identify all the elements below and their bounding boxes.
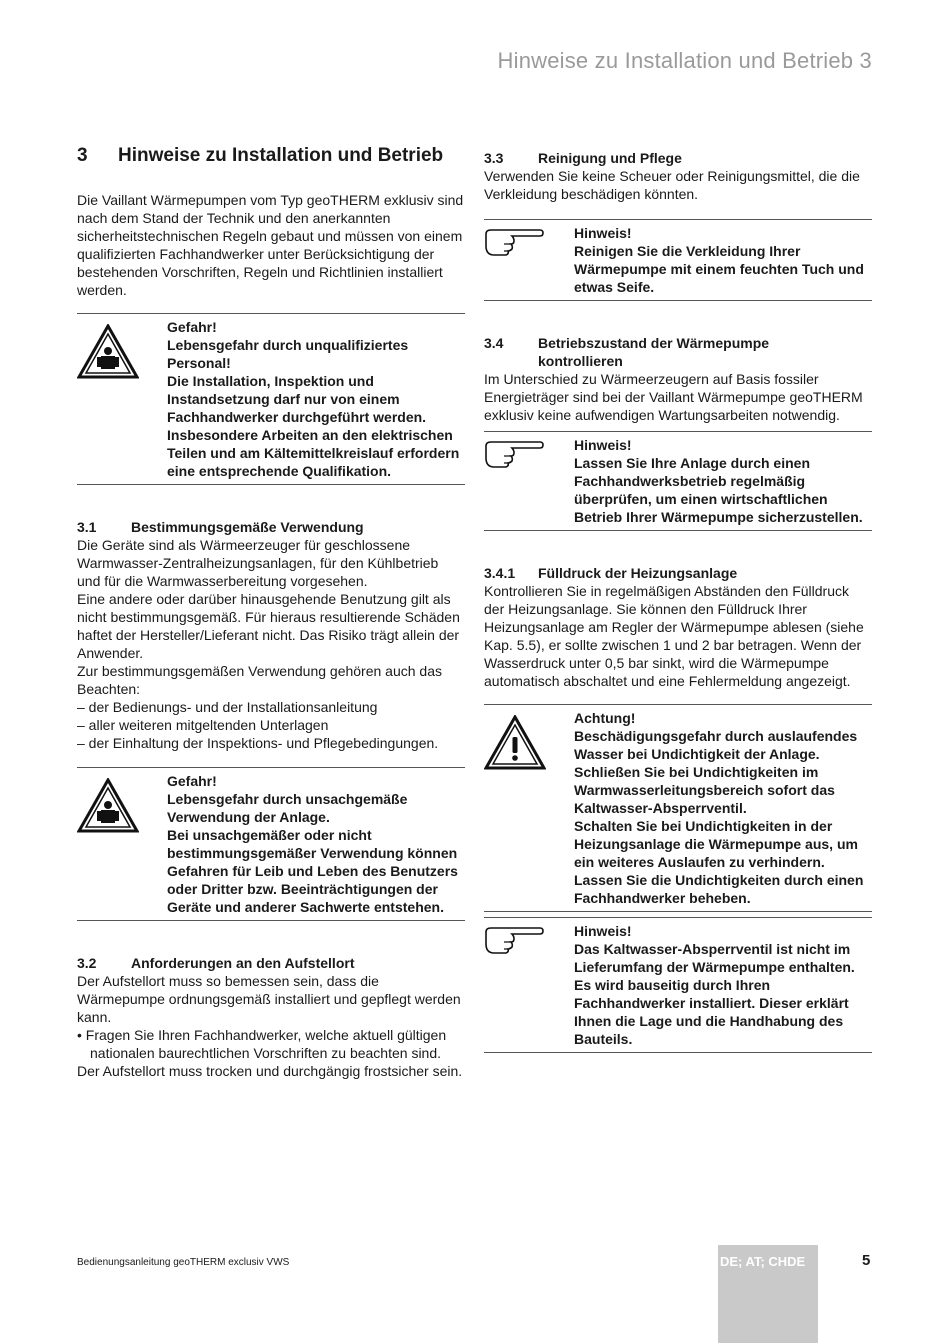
danger-headline: Lebensgefahr durch unqualifiziertes Personal! [167, 337, 409, 371]
s3-2-list [77, 1026, 465, 1062]
list-item: • Fragen Sie Ihren Fachhandwerker, welche aktuell gültigen nationalen baurechtlichen Vorschriften zu beachten sind. [77, 1027, 447, 1061]
note-body: Reinigen Sie die Verkleidung Ihrer Wärmepumpe mit einem feuchten Tuch und etwas Seife. [574, 243, 864, 295]
caution-line: Lassen Sie die Undichtigkeiten durch einen Fachhandwerker beheben. [574, 872, 864, 906]
pointing-hand-icon [484, 438, 544, 470]
section-title-3-4 [484, 334, 872, 370]
section-number: 3.4.1 [484, 565, 516, 581]
caution-headline: Beschädigungsgefahr durch auslaufendes Wasser bei Undichtigkeit der Anlage. [574, 728, 858, 762]
chapter-title-text: Hinweise zu Installation und Betrieb [118, 145, 444, 166]
list-item: – der Bedienungs- und der Installationsanleitung [77, 699, 378, 715]
section-title-text: Bestimmungsgemäße Verwendung [131, 519, 364, 535]
danger-body: Die Installation, Inspektion und Instandsetzung darf nur von einem Fachhandwerker durchgeführt werden. Insbesondere Arbeiten an den elektrischen Teilen und am Kältemittelkreislauf erfordern eine entsprechende Qualifikation. [167, 373, 460, 479]
s3-4-paragraph-1: Im Unterschied zu Wärmeerzeugern auf Basis fossiler Energieträger sind bei der Vaillant Wärmepumpe geoTHERM exklusiv keine aufwendigen Wartungsarbeiten notwendig. [484, 371, 863, 423]
s3-1-paragraph-2: Eine andere oder darüber hinausgehende Benutzung gilt als nicht bestimmungsgemäß. Für hieraus resultierende Schäden haftet der Hersteller/Lieferant nicht. Das Risiko trägt allein der Anwender. [77, 591, 460, 661]
section-title-text: Anforderungen an den Aufstellort [131, 955, 355, 971]
warning-person-icon [77, 778, 139, 834]
warning-exclamation-icon [484, 715, 546, 771]
list-item: – aller weiteren mitgeltenden Unterlagen [77, 717, 329, 733]
note-2 [484, 431, 872, 531]
danger-label: Gefahr! [167, 773, 217, 789]
s3-2-paragraph-2: Der Aufstellort muss trocken und durchgängig frostsicher sein. [77, 1063, 463, 1079]
section-number: 3.1 [77, 519, 97, 535]
chapter-title [77, 144, 465, 168]
note-1 [484, 219, 872, 301]
note-3 [484, 917, 872, 1053]
page-number: 5 [862, 1252, 871, 1269]
section-number: 3.4 [484, 335, 504, 351]
danger-label: Gefahr! [167, 319, 217, 335]
section-title-text-cont: kontrollieren [538, 353, 623, 369]
s3-2-paragraph-1: Der Aufstellort muss so bemessen sein, dass die Wärmepumpe ordnungsgemäß installiert und gepflegt werden kann. [77, 973, 461, 1025]
footer-language-label: DE; AT; CHDE [720, 1254, 806, 1269]
s3-1-paragraph-3: Zur bestimmungsgemäßen Verwendung gehören auch das Beachten: [77, 663, 442, 697]
s3-3-paragraph-1: Verwenden Sie keine Scheuer oder Reinigungsmittel, die die Verkleidung beschädigen könnten. [484, 168, 860, 202]
note-label: Hinweis! [574, 437, 632, 453]
footer-doc-title: Bedienungsanleitung geoTHERM exclusiv VWS [77, 1257, 290, 1268]
caution-line: Schließen Sie bei Undichtigkeiten im Warmwasserleitungsbereich sofort das Kaltwasser-Absperrventil. [574, 764, 835, 816]
caution-line: Schalten Sie bei Undichtigkeiten in der Heizungsanlage die Wärmepumpe aus, um ein weiteres Auslaufen zu verhindern. [574, 818, 858, 870]
s3-4-1-paragraph-1: Kontrollieren Sie in regelmäßigen Abständen den Fülldruck der Heizungsanlage. Sie können den Fülldruck Ihrer Heizungsanlage am Regler der Wärmepumpe ablesen (siehe Kap. 5.5), er sollte zwischen 1 und 2 bar betragen. Wenn der Wasserdruck unter 0,5 bar sinkt, wird die Wärmepumpe automatisch abschaltet und eine Fehlermeldung angezeigt. [484, 583, 864, 689]
danger-notice-1 [77, 313, 465, 485]
section-title-3-4-1 [484, 564, 872, 582]
pointing-hand-icon [484, 924, 544, 956]
section-title-3-2 [77, 954, 465, 972]
note-body: Das Kaltwasser-Absperrventil ist nicht im Lieferumfang der Wärmepumpe enthalten. Es wird bauseitig durch Ihren Fachhandwerker installiert. Dieser erklärt Ihnen die Lage und die Handhabung des Bauteils. [574, 941, 855, 1047]
intro-paragraph: Die Vaillant Wärmepumpen vom Typ geoTHERM exklusiv sind nach dem Stand der Technik und den anerkannten sicherheitstechnischen Regeln gebaut und müssen von einem qualifizierten Fachhandwerker unter Berücksichtigung der bestehenden Vorschriften, Regeln und Richtlinien installiert werden. [77, 192, 464, 298]
right-column [484, 144, 872, 1053]
section-title-text: Fülldruck der Heizungsanlage [538, 565, 738, 581]
left-column [77, 144, 465, 1080]
section-number: 3.2 [77, 955, 97, 971]
s3-1-list [77, 698, 465, 752]
note-body: Lassen Sie Ihre Anlage durch einen Fachhandwerksbetrieb regelmäßig überprüfen, um einen wirtschaftlichen Betrieb Ihrer Wärmepumpe sicherzustellen. [574, 455, 863, 525]
section-title-3-3 [484, 149, 872, 167]
section-title-text: Reinigung und Pflege [538, 150, 682, 166]
section-title-text: Betriebszustand der Wärmepumpe [538, 335, 770, 351]
note-label: Hinweis! [574, 225, 632, 241]
danger-headline: Lebensgefahr durch unsachgemäße Verwendung der Anlage. [167, 791, 408, 825]
running-header: Hinweise zu Installation und Betrieb 3 [497, 48, 872, 73]
section-number: 3.3 [484, 150, 504, 166]
note-label: Hinweis! [574, 923, 632, 939]
danger-notice-2 [77, 767, 465, 921]
section-title-3-1 [77, 518, 465, 536]
danger-body: Bei unsachgemäßer oder nicht bestimmungsgemäßer Verwendung können Gefahren für Leib und Leben des Benutzers oder Dritter bzw. Beeinträchtigungen der Geräte und anderer Sachwerte entstehen. [167, 827, 458, 915]
caution-label: Achtung! [574, 710, 636, 726]
chapter-number: 3 [77, 145, 88, 166]
warning-person-icon [77, 324, 139, 380]
s3-1-paragraph-1: Die Geräte sind als Wärmeerzeuger für geschlossene Warmwasser-Zentralheizungsanlagen, für den Kühlbetrieb und für die Warmwasserbereitung vorgesehen. [77, 537, 439, 589]
caution-notice [484, 704, 872, 912]
list-item: – der Einhaltung der Inspektions- und Pflegebedingungen. [77, 735, 439, 751]
pointing-hand-icon [484, 226, 544, 258]
